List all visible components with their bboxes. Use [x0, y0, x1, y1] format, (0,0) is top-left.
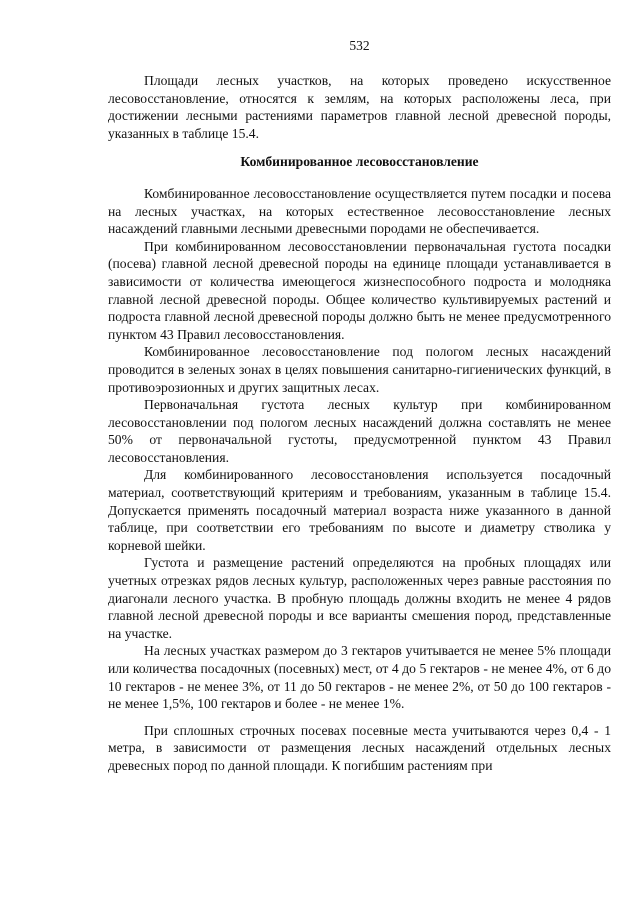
body-paragraph: Первоначальная густота лесных культур при комбинированном лесовосстановлении под пологом лесных насаждений должна составлять не менее 50% от первоначальной густоты, предусмотренной пунктом 43 Правил лесовосстановления.	[108, 397, 611, 465]
section-heading: Комбинированное лесовосстановление	[240, 154, 479, 170]
body-paragraph: Комбинированное лесовосстановление под пологом лесных насаждений проводится в зеленых зонах в целях повышения санитарно-гигиенических функций, в противоэрозионных и других защитных лесах.	[108, 344, 611, 395]
page-content	[108, 72, 611, 775]
body-paragraph: Для комбинированного лесовосстановления используется посадочный материал, соответствующий критериям и требованиям, указанным в таблице 15.4. Допускается применять посадочный материал возраста ниже указанного в данной таблице, при соответствии его требованиям по высоте и диаметру стволика у корневой шейки.	[108, 467, 611, 553]
body-paragraph: На лесных участках размером до 3 гектаров учитывается не менее 5% площади или количества посадочных (посевных) мест, от 4 до 5 гектаров - не менее 4%, от 6 до 10 гектаров - не менее 3%, от 11 до 50 гектаров - не менее 2%, от 50 до 100 гектаров - не менее 1,5%, 100 гектаров и более - не менее 1%.	[108, 643, 611, 712]
page-number: 532	[349, 38, 370, 53]
body-paragraph: При комбинированном лесовосстановлении первоначальная густота посадки (посева) главной лесной древесной породы на единице площади устанавливается в зависимости от количества имеющегося жизнеспособного подроста и молодняка главной лесной древесной породы. Общее количество культивируемых растений и подроста главной лесной древесной породы должно быть не менее предусмотренного пунктом 43 Правил лесовосстановления.	[108, 238, 611, 342]
body-paragraph: Густота и размещение растений определяются на пробных площадях или учетных отрезках рядов лесных культур, расположенных через равные расстояния по диагонали лесного участка. В пробную площадь должны входить не менее 4 рядов главной лесной древесной породы и все варианты смешения пород, представленные на участке.	[108, 555, 611, 641]
body-paragraph: Комбинированное лесовосстановление осуществляется путем посадки и посева на лесных участках, на которых естественное лесовосстановление лесных насаждений главными лесными древесными породами не обеспечивается.	[108, 185, 611, 237]
final-paragraph: При сплошных строчных посевах посевные места учитываются через 0,4 - 1 метра, в зависимости от размещения лесных насаждений отдельных лесных древесных пород по данной площади. К погибшим растениям при	[108, 722, 611, 773]
intro-paragraph: Площади лесных участков, на которых проведено искусственное лесовосстановление, относятся к землям, на которых расположены леса, при достижении лесными растениями параметров главной лесной древесной породы, указанных в таблице 15.4.	[108, 73, 611, 141]
